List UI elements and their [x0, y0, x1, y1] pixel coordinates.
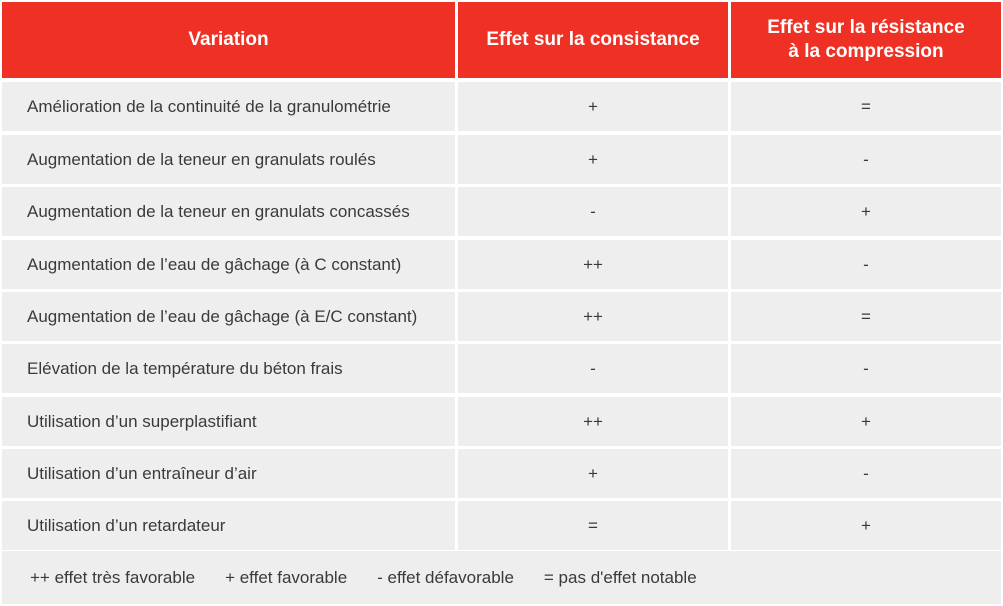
legend-none: = pas d'effet notable: [543, 567, 697, 587]
header-consistance-label: Effet sur la consistance: [486, 29, 700, 50]
consistance-cell: ++: [458, 292, 728, 341]
consistance-cell: +: [458, 82, 728, 131]
consistance-cell: ++: [458, 397, 728, 446]
variation-cell: Utilisation d’un superplastifiant: [2, 397, 455, 446]
resistance-cell: +: [731, 397, 1001, 446]
variation-cell: Augmentation de l’eau de gâchage (à C constant): [2, 240, 455, 289]
consistance-cell: -: [458, 344, 728, 393]
legend-favorable: + effet favorable: [225, 567, 348, 587]
variation-cell: Augmentation de la teneur en granulats roulés: [2, 135, 455, 184]
variation-cell: Augmentation de la teneur en granulats concassés: [2, 187, 455, 236]
table-header: [2, 2, 1001, 78]
table-row: [2, 292, 1001, 341]
variation-cell: Amélioration de la continuité de la granulométrie: [2, 82, 455, 131]
header-variation: [2, 2, 455, 78]
resistance-cell: -: [731, 135, 1001, 184]
header-consistance: [458, 2, 728, 78]
table-row: [2, 82, 1001, 131]
resistance-cell: -: [731, 240, 1001, 289]
table-row: [2, 240, 1001, 289]
consistance-cell: =: [458, 501, 728, 550]
resistance-cell: +: [731, 501, 1001, 550]
consistance-cell: +: [458, 135, 728, 184]
variation-cell: Augmentation de l’eau de gâchage (à E/C constant): [2, 292, 455, 341]
variation-cell: Elévation de la température du béton frais: [2, 344, 455, 393]
table-row: [2, 187, 1001, 236]
consistance-cell: -: [458, 187, 728, 236]
variation-cell: Utilisation d’un retardateur: [2, 501, 455, 550]
resistance-cell: =: [731, 292, 1001, 341]
header-resistance: [731, 2, 1001, 78]
resistance-cell: -: [731, 449, 1001, 498]
effects-table: [2, 2, 1001, 604]
header-variation-label: Variation: [188, 29, 269, 50]
consistance-cell: +: [458, 449, 728, 498]
table-row: [2, 135, 1001, 184]
variation-cell: Utilisation d’un entraîneur d’air: [2, 449, 455, 498]
resistance-cell: +: [731, 187, 1001, 236]
table-row: [2, 501, 1001, 550]
header-resistance-line2: à la compression: [788, 41, 944, 62]
resistance-cell: =: [731, 82, 1001, 131]
table-row: [2, 397, 1001, 446]
legend-very-favorable: ++ effet très favorable: [30, 567, 196, 587]
legend-unfavorable: - effet défavorable: [377, 567, 514, 587]
resistance-cell: -: [731, 344, 1001, 393]
table-row: [2, 344, 1001, 393]
consistance-cell: ++: [458, 240, 728, 289]
header-resistance-line1: Effet sur la résistance: [767, 17, 965, 38]
legend: [2, 551, 1001, 604]
table-row: [2, 449, 1001, 498]
